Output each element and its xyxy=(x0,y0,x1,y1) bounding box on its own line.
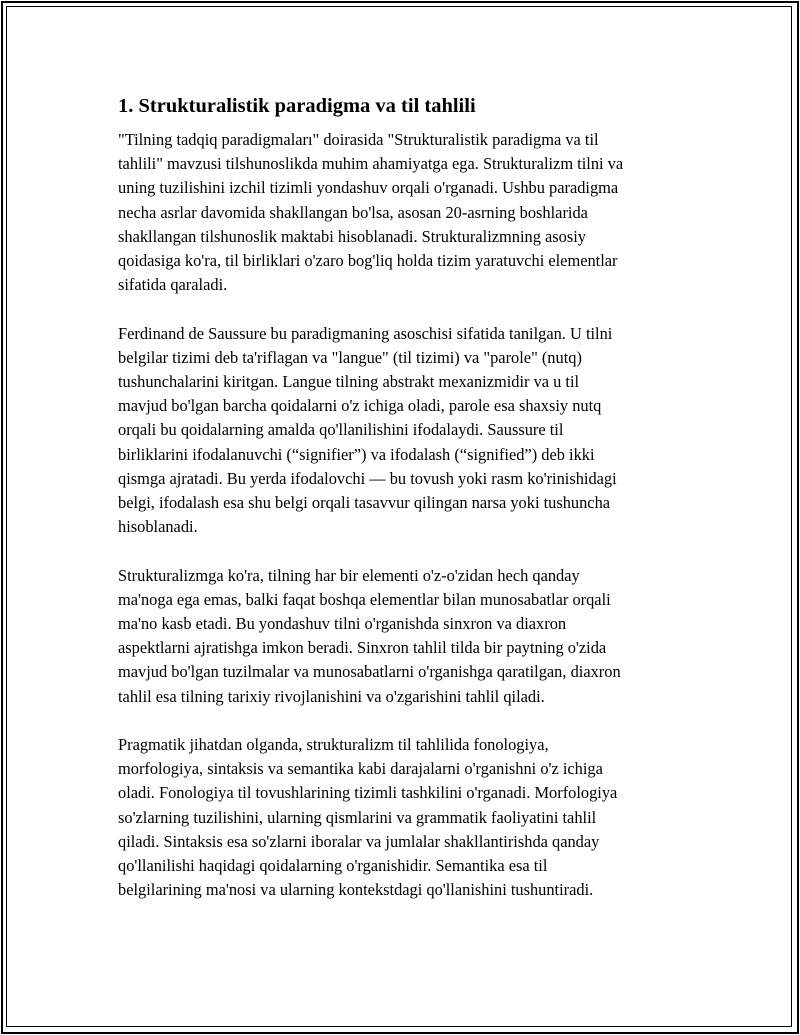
paragraph-language-levels xyxy=(118,733,698,902)
document-body xyxy=(118,92,698,902)
paragraph-synchronic-diachronic xyxy=(118,564,698,709)
text-line: mavjud bo'lgan tuzilmalar va munosabatlarni o'rganishga qaratilgan, diaxron xyxy=(118,662,621,682)
text-line: tushunchalarini kiritgan. Langue tilning abstrakt mexanizmidir va u til xyxy=(118,372,580,392)
text-line: morfologiya, sintaksis va semantika kabi darajalarni o'rganishni o'z ichiga xyxy=(118,759,603,779)
text-line: mavjud bo'lgan barcha qoidalarni o'z ichiga oladi, parole esa shaxsiy nutq xyxy=(118,396,602,416)
text-line: necha asrlar davomida shakllangan bo'lsa, asosan 20-asrning boshlarida xyxy=(118,202,588,222)
paragraph-saussure xyxy=(118,322,698,540)
text-line: birliklarini ifodalanuvchi (“signifier”) va ifodalash (“signified”) deb ikki xyxy=(118,444,595,464)
text-line: qo'llanilishi haqidagi qoidalarning o'rganishidir. Semantika esa til xyxy=(118,856,548,876)
text-line: ma'no kasb etadi. Bu yondashuv tilni o'rganishda sinxron va diaxron xyxy=(118,614,567,634)
text-line: uning tuzilishini izchil tizimli yondashuv orqali o'rganadi. Ushbu paradigma xyxy=(118,178,619,198)
text-line: qismga ajratadi. Bu yerda ifodalovchi — bu tovush yoki rasm ko'rinishidagi xyxy=(118,468,617,488)
text-line: Ferdinand de Saussure bu paradigmaning asoschisi sifatida tanilgan. U tilni xyxy=(118,323,613,343)
text-line: oladi. Fonologiya til tovushlarining tizimli tashkilini o'rganadi. Morfologiya xyxy=(118,783,618,803)
text-line: belgilarining ma'nosi va ularning kontekstdagi qo'llanishini tushuntiradi. xyxy=(118,880,594,900)
text-line: qoidasiga ko'ra, til birliklari o'zaro bog'liq holda tizim yaratuvchi elementlar xyxy=(118,251,618,271)
text-line: tahlili" mavzusi tilshunoslikda muhim ahamiyatga ega. Strukturalizm tilni va xyxy=(118,154,624,174)
text-line: shakllangan tilshunoslik maktabi hisoblanadi. Strukturalizmning asosiy xyxy=(118,226,586,246)
text-line: "Tilning tadqiq paradigmaları" doirasida "Strukturalistik paradigma va til xyxy=(118,130,599,149)
text-line: sifatida qaraladi. xyxy=(118,275,228,295)
text-line: ma'noga ega emas, balki faqat boshqa elementlar bilan munosabatlar orqali xyxy=(118,589,611,609)
text-line: belgilar tizimi deb ta'riflagan va "langue" (til tizimi) va "parole" (nutq) xyxy=(118,347,582,367)
section-heading: 1. Strukturalistik paradigma va til tahlili xyxy=(118,95,476,117)
text-line: hisoblanadi. xyxy=(118,517,198,537)
text-line: qiladi. Sintaksis esa so'zlarni iboralar va jumlalar shakllantirishda qanday xyxy=(118,831,600,851)
text-line: Strukturalizmga ko'ra, tilning har bir elementi o'z-o'zidan hech qanday xyxy=(118,565,580,585)
text-line: tahlil esa tilning tarixiy rivojlanishini va o'zgarishini tahlil qiladi. xyxy=(118,686,545,706)
text-line: so'zlarning tuzilishini, ularning qismlarini va grammatik faoliyatini tahlil xyxy=(118,807,597,827)
text-line: Pragmatik jihatdan olganda, strukturalizm til tahlilida fonologiya, xyxy=(118,735,549,755)
text-line: orqali bu qoidalarning amalda qo'llanilishini ifodalaydi. Saussure til xyxy=(118,420,564,440)
text-line: aspektlarni ajratishga imkon beradi. Sinxron tahlil tilda bir paytning o'zida xyxy=(118,638,607,658)
text-line: belgi, ifodalash esa shu belgi orqali tasavvur qilingan narsa yoki tushuncha xyxy=(118,493,611,513)
paragraph-structuralism-intro xyxy=(118,128,698,297)
